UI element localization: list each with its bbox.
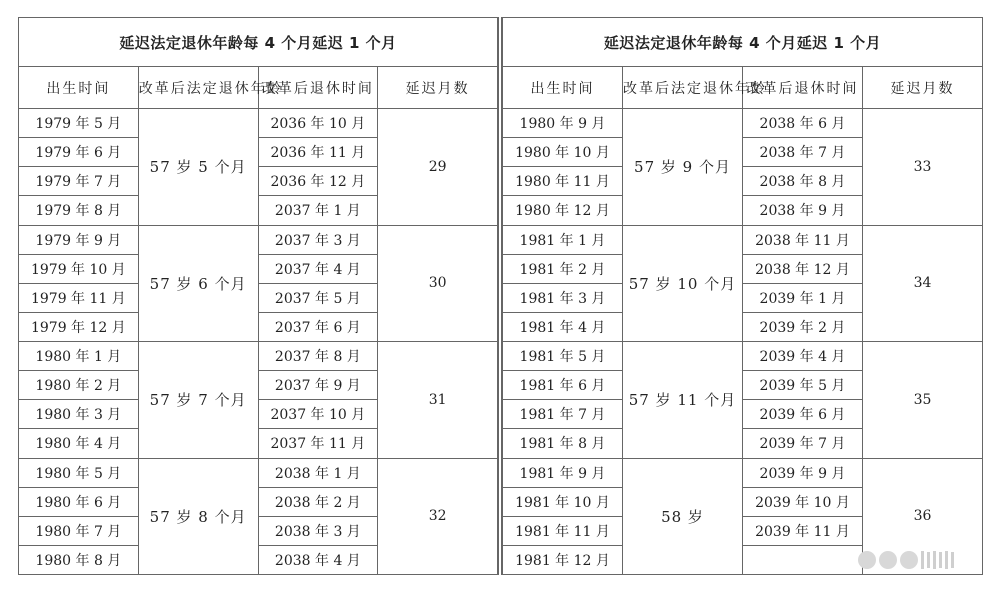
birth-time-cell: 1979 年 10 月 [19,254,139,283]
header-birth-time: 出生时间 [503,67,623,109]
birth-time-cell: 1979 年 11 月 [19,283,139,312]
retirement-time-cell: 2037 年 5 月 [258,283,378,312]
retirement-time-cell: 2038 年 12 月 [743,254,863,283]
header-retirement-age: 改革后法定退休年龄 [138,67,258,109]
retirement-time-cell: 2037 年 1 月 [258,196,378,225]
left-table-panel [18,17,498,575]
retirement-time-cell: 2036 年 11 月 [258,138,378,167]
retirement-age-cell: 57 岁 10 个月 [623,225,743,342]
table-body-right [503,109,983,575]
delay-months-cell: 34 [863,225,983,342]
retirement-time-cell: 2038 年 2 月 [258,487,378,516]
delay-months-cell: 31 [378,342,498,459]
retirement-table-right [502,17,983,575]
retirement-time-cell: 2037 年 8 月 [258,342,378,371]
birth-time-cell: 1980 年 7 月 [19,516,139,545]
retirement-table-left [18,17,498,575]
birth-time-cell: 1981 年 10 月 [503,487,623,516]
birth-time-cell: 1979 年 6 月 [19,138,139,167]
delay-months-cell: 36 [863,458,983,575]
birth-time-cell: 1980 年 3 月 [19,400,139,429]
birth-time-cell: 1981 年 3 月 [503,283,623,312]
retirement-time-cell: 2039 年 9 月 [743,458,863,487]
retirement-age-cell: 57 岁 6 个月 [138,225,258,342]
retirement-age-cell: 57 岁 7 个月 [138,342,258,459]
retirement-time-cell: 2038 年 9 月 [743,196,863,225]
retirement-time-cell: 2038 年 1 月 [258,458,378,487]
delay-months-cell: 33 [863,109,983,226]
birth-time-cell: 1980 年 4 月 [19,429,139,458]
birth-time-cell: 1981 年 1 月 [503,225,623,254]
birth-time-cell: 1979 年 9 月 [19,225,139,254]
header-retirement-time: 改革后退休时间 [743,67,863,109]
retirement-time-cell: 2039 年 5 月 [743,371,863,400]
table-title: 延迟法定退休年龄每 4 个月延迟 1 个月 [19,18,498,67]
birth-time-cell: 1980 年 11 月 [503,167,623,196]
birth-time-cell: 1981 年 5 月 [503,342,623,371]
birth-time-cell: 1980 年 12 月 [503,196,623,225]
table-row [19,109,498,138]
retirement-age-cell: 57 岁 8 个月 [138,458,258,575]
retirement-time-cell: 2037 年 11 月 [258,429,378,458]
birth-time-cell: 1980 年 5 月 [19,458,139,487]
delay-months-cell: 29 [378,109,498,226]
retirement-time-cell: 2037 年 4 月 [258,254,378,283]
retirement-time-cell: 2037 年 10 月 [258,400,378,429]
retirement-time-cell: 2037 年 6 月 [258,312,378,341]
birth-time-cell: 1981 年 6 月 [503,371,623,400]
birth-time-cell: 1981 年 9 月 [503,458,623,487]
table-row [19,458,498,487]
retirement-time-cell: 2039 年 11 月 [743,516,863,545]
birth-time-cell: 1979 年 12 月 [19,312,139,341]
header-delay-months: 延迟月数 [863,67,983,109]
retirement-age-cell: 57 岁 9 个月 [623,109,743,226]
retirement-time-cell: 2037 年 3 月 [258,225,378,254]
retirement-time-cell: 2039 年 7 月 [743,429,863,458]
retirement-time-cell: 2038 年 3 月 [258,516,378,545]
table-row [503,342,983,371]
birth-time-cell: 1981 年 12 月 [503,545,623,574]
table-row [503,109,983,138]
birth-time-cell: 1980 年 1 月 [19,342,139,371]
header-retirement-age: 改革后法定退休年龄 [623,67,743,109]
table-row [503,458,983,487]
retirement-time-cell: 2038 年 8 月 [743,167,863,196]
table-row [19,342,498,371]
delay-months-cell: 30 [378,225,498,342]
retirement-time-cell: 2038 年 6 月 [743,109,863,138]
header-birth-time: 出生时间 [19,67,139,109]
retirement-time-cell [743,545,863,574]
birth-time-cell: 1980 年 6 月 [19,487,139,516]
header-retirement-time: 改革后退休时间 [258,67,378,109]
birth-time-cell: 1980 年 10 月 [503,138,623,167]
birth-time-cell: 1980 年 8 月 [19,545,139,574]
birth-time-cell: 1981 年 2 月 [503,254,623,283]
delay-months-cell: 32 [378,458,498,575]
table-row [503,225,983,254]
table-body-left [19,109,498,575]
birth-time-cell: 1979 年 5 月 [19,109,139,138]
right-table-panel [502,17,983,575]
retirement-time-cell: 2038 年 11 月 [743,225,863,254]
watermark-logo [858,549,980,571]
birth-time-cell: 1979 年 8 月 [19,196,139,225]
birth-time-cell: 1981 年 8 月 [503,429,623,458]
birth-time-cell: 1981 年 7 月 [503,400,623,429]
retirement-time-cell: 2039 年 1 月 [743,283,863,312]
retirement-time-cell: 2036 年 10 月 [258,109,378,138]
retirement-time-cell: 2039 年 4 月 [743,342,863,371]
retirement-time-cell: 2039 年 10 月 [743,487,863,516]
birth-time-cell: 1981 年 4 月 [503,312,623,341]
retirement-time-cell: 2039 年 6 月 [743,400,863,429]
retirement-time-cell: 2036 年 12 月 [258,167,378,196]
header-delay-months: 延迟月数 [378,67,498,109]
birth-time-cell: 1979 年 7 月 [19,167,139,196]
retirement-time-cell: 2038 年 7 月 [743,138,863,167]
retirement-time-cell: 2038 年 4 月 [258,545,378,574]
retirement-age-cell: 58 岁 [623,458,743,575]
retirement-time-cell: 2037 年 9 月 [258,371,378,400]
birth-time-cell: 1980 年 9 月 [503,109,623,138]
delay-months-cell: 35 [863,342,983,459]
table-title: 延迟法定退休年龄每 4 个月延迟 1 个月 [503,18,983,67]
birth-time-cell: 1980 年 2 月 [19,371,139,400]
birth-time-cell: 1981 年 11 月 [503,516,623,545]
retirement-age-cell: 57 岁 5 个月 [138,109,258,226]
retirement-age-cell: 57 岁 11 个月 [623,342,743,459]
table-row [19,225,498,254]
retirement-time-cell: 2039 年 2 月 [743,312,863,341]
